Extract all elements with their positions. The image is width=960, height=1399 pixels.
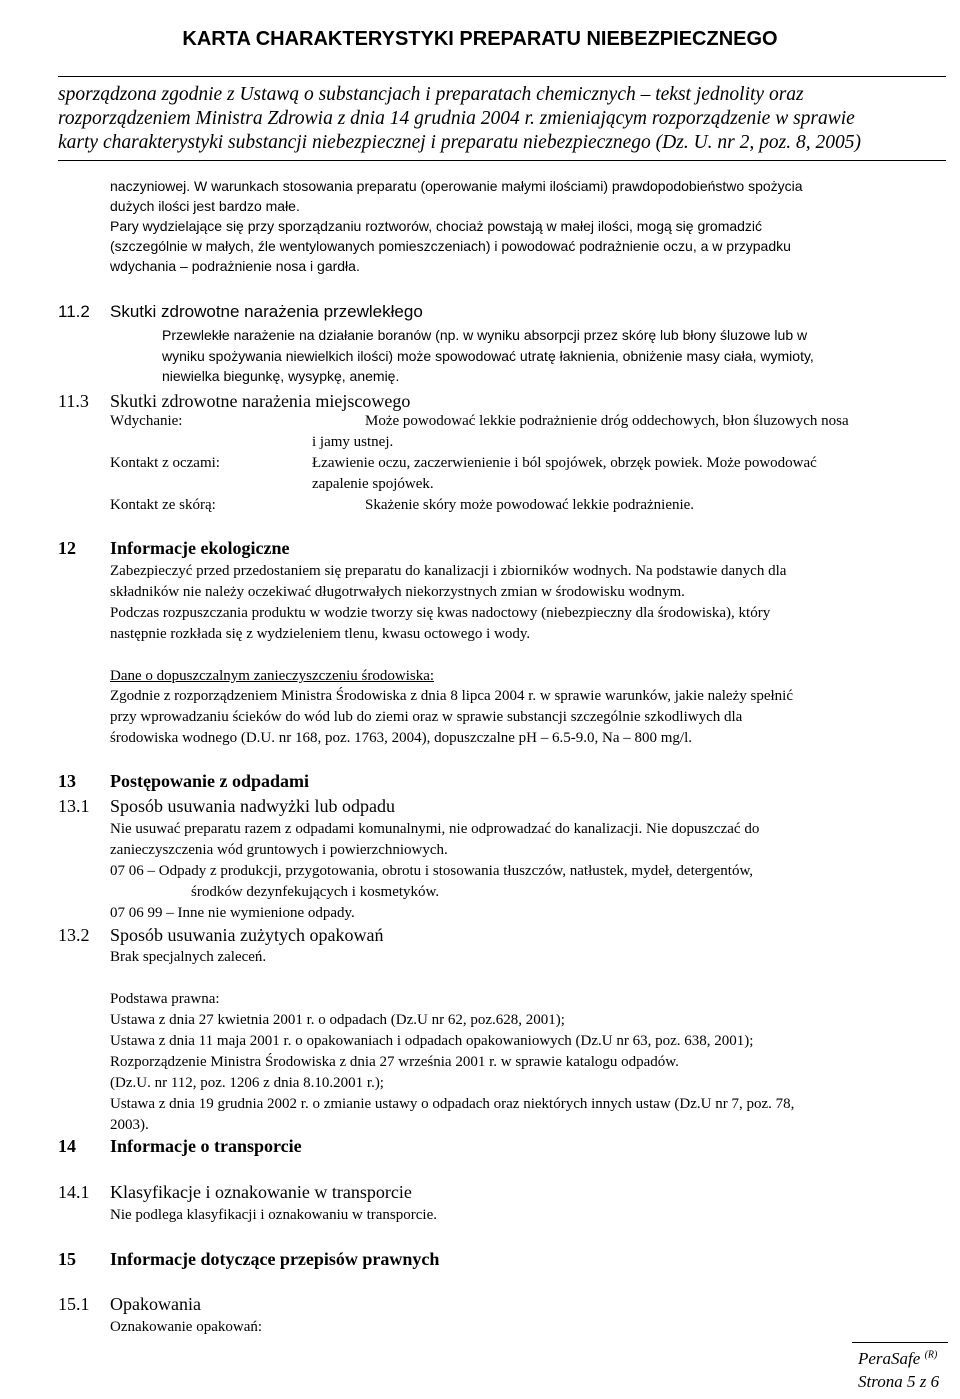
section-number: 14 [58, 1136, 76, 1156]
section-number: 13 [58, 771, 76, 791]
legal-reference: 2003). [110, 1117, 149, 1133]
footer-brand [858, 1349, 937, 1369]
body-line: wyniku spożywania niewielkich ilości) może spowodować utratę łaknienia, obniżenie masy ciała, wymioty, [162, 348, 814, 364]
section-12-heading: Informacje ekologiczne [110, 538, 290, 558]
subheading-environment-limits: Dane o dopuszczalnym zanieczyszczeniu środowiska: [110, 668, 435, 684]
body-line: zanieczyszczenia wód gruntowych i powierzchniowych. [110, 842, 448, 858]
row-label-eyes: Kontakt z oczami: [110, 455, 220, 471]
legal-reference: Ustawa z dnia 19 grudnia 2002 r. o zmianie ustawy o odpadach oraz niektórych innych ustaw (Dz.U nr 7, poz. 78, [110, 1096, 795, 1112]
legal-reference: Ustawa z dnia 11 maja 2001 r. o opakowaniach i odpadach opakowaniowych (Dz.U nr 63, poz. 638, 2001); [110, 1033, 754, 1049]
title-underline [58, 76, 946, 77]
section-11-3-heading: Skutki zdrowotne narażenia miejscowego [110, 391, 411, 411]
row-label-inhalation: Wdychanie: [110, 413, 183, 429]
body-line: 07 06 – Odpady z produkcji, przygotowania, obrotu i stosowania tłuszczów, natłustek, mydeł, detergentów, [110, 863, 754, 879]
body-line: Nie usuwać preparatu razem z odpadami komunalnymi, nie odprowadzać do kanalizacji. Nie dopuszczać do [110, 821, 760, 837]
document-title: KARTA CHARAKTERYSTYKI PREPARATU NIEBEZPIECZNEGO [182, 28, 778, 50]
section-number: 12 [58, 538, 76, 558]
section-13-1-heading: Sposób usuwania nadwyżki lub odpadu [110, 796, 395, 816]
section-number: 14.1 [58, 1182, 90, 1202]
header-rule [58, 160, 946, 161]
section-14-heading: Informacje o transporcie [110, 1136, 302, 1156]
legal-reference: Ustawa z dnia 27 kwietnia 2001 r. o odpadach (Dz.U nr 62, poz.628, 2001); [110, 1012, 565, 1028]
row-text: Skażenie skóry może powodować lekkie podrażnienie. [365, 497, 695, 513]
section-number: 11.3 [58, 391, 89, 411]
legal-reference: (Dz.U. nr 112, poz. 1206 z dnia 8.10.2001 r.); [110, 1075, 384, 1091]
section-number: 15.1 [58, 1294, 90, 1314]
page-number: Strona 5 z 6 [858, 1372, 940, 1391]
section-15-1-heading: Opakowania [110, 1294, 201, 1314]
body-line: Oznakowanie opakowań: [110, 1319, 263, 1335]
legal-reference: Rozporządzenie Ministra Środowiska z dnia 27 września 2001 r. w sprawie katalogu odpadów. [110, 1054, 679, 1070]
body-line: środowiska wodnego (D.U. nr 168, poz. 1763, 2004), dopuszczalne pH – 6.5-9.0, Na – 800 mg/l. [110, 730, 692, 746]
body-line: Zgodnie z rozporządzeniem Ministra Środowiska z dnia 8 lipca 2004 r. w sprawie warunków, jakie należy spełnić [110, 688, 793, 704]
section-15-heading: Informacje dotyczące przepisów prawnych [110, 1249, 440, 1269]
body-line: niewielka biegunkę, wysypkę, anemię. [162, 368, 400, 384]
row-text: Może powodować lekkie podrażnienie dróg oddechowych, błon śluzowych nosa [365, 413, 849, 429]
subtitle-line-1: sporządzona zgodnie z Ustawą o substancjach i preparatach chemicznych – tekst jednolity oraz [58, 84, 804, 105]
section-14-1-heading: Klasyfikacje i oznakowanie w transporcie [110, 1182, 412, 1202]
body-line: Podczas rozpuszczania produktu w wodzie tworzy się kwas nadoctowy (niebezpieczny dla środowiska), który [110, 605, 771, 621]
legal-basis-label: Podstawa prawna: [110, 991, 220, 1007]
body-line: 07 06 99 – Inne nie wymienione odpady. [110, 905, 355, 921]
intro-line: Pary wydzielające się przy sporządzaniu roztworów, chociaż powstają w małej ilości, mogą się gromadzić [110, 218, 763, 234]
body-line: Przewlekłe narażenie na działanie boranów (np. w wyniku absorpcji przez skórę lub błony śluzowe lub w [162, 327, 808, 343]
body-line: Brak specjalnych zaleceń. [110, 949, 267, 965]
row-label-skin: Kontakt ze skórą: [110, 497, 216, 513]
section-13-2-heading: Sposób usuwania zużytych opakowań [110, 925, 384, 945]
body-line: przy wprowadzaniu ścieków do wód lub do ziemi oraz w sprawie substancji szczególnie szkodliwych dla [110, 709, 743, 725]
registered-mark: (R) [924, 1349, 938, 1361]
section-number: 15 [58, 1249, 76, 1269]
row-text: Łzawienie oczu, zaczerwienienie i ból spojówek, obrzęk powiek. Może powodować [312, 455, 817, 471]
section-number: 13.2 [58, 925, 90, 945]
body-line: Nie podlega klasyfikacji i oznakowaniu w transporcie. [110, 1207, 437, 1223]
subtitle-line-2: rozporządzeniem Ministra Zdrowia z dnia 14 grudnia 2004 r. zmieniającym rozporządzenie w sprawie [58, 108, 855, 129]
body-line: następnie rozkłada się z wydzieleniem tlenu, kwasu octowego i wody. [110, 626, 531, 642]
section-13-heading: Postępowanie z odpadami [110, 771, 310, 791]
intro-line: (szczególnie w małych, źle wentylowanych pomieszczeniach) i powodować podrażnienie oczu, a w przypadku [110, 238, 791, 254]
intro-line: dużych ilości jest bardzo małe. [110, 198, 300, 214]
body-line: środków dezynfekujących i kosmetyków. [191, 884, 440, 900]
section-11-2-heading: Skutki zdrowotne narażenia przewlekłego [110, 302, 423, 321]
row-text: zapalenie spojówek. [312, 476, 434, 492]
section-number: 11.2 [58, 302, 90, 321]
brand-name: PeraSafe [858, 1349, 921, 1368]
section-number: 13.1 [58, 796, 90, 816]
intro-line: wdychania – podrażnienie nosa i gardła. [110, 258, 360, 274]
intro-line: naczyniowej. W warunkach stosowania preparatu (operowanie małymi ilościami) prawdopodobieństwo spożycia [110, 178, 803, 194]
footer-rule [852, 1342, 948, 1343]
row-text: i jamy ustnej. [312, 434, 394, 450]
subtitle-line-3: karty charakterystyki substancji niebezpiecznej i preparatu niebezpiecznego (Dz. U. nr 2, poz. 8, 2005) [58, 132, 861, 153]
body-line: Zabezpieczyć przed przedostaniem się preparatu do kanalizacji i zbiorników wodnych. Na podstawie danych dla [110, 563, 787, 579]
body-line: składników nie należy oczekiwać długotrwałych niekorzystnych zmian w środowisku wodnym. [110, 584, 685, 600]
